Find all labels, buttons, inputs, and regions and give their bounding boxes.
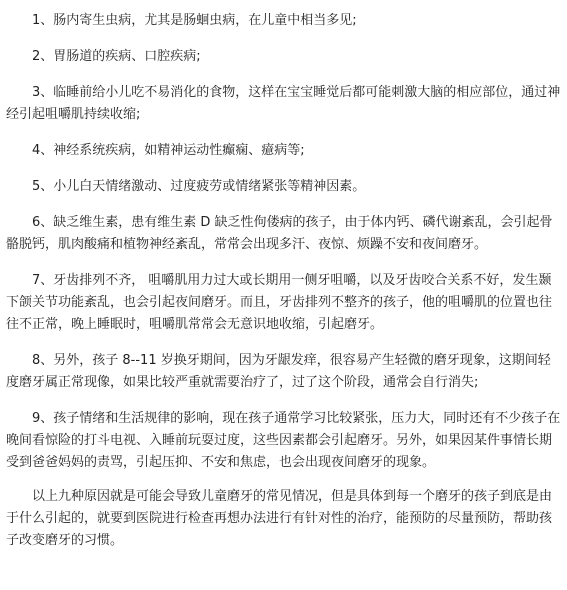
paragraph-cause-3: 3、临睡前给小儿吃不易消化的食物，这样在宝宝睡觉后都可能刺激大脑的相应部位，通过神经引起咀嚼肌持续收缩; bbox=[6, 85, 561, 122]
paragraph-cause-8: 8、另外，孩子 8--11 岁换牙期间，因为牙龈发痒，很容易产生轻微的磨牙现象，这期间轻度磨牙属正常现像，如果比较严重就需要治疗了，过了这个阶段，通常会自行消失; bbox=[6, 353, 551, 390]
paragraph-cause-9: 9、孩子情绪和生活规律的影响，现在孩子通常学习比较紧张，压力大，同时还有不少孩子在晚间看惊险的打斗电视、入睡前玩耍过度，这些因素都会引起磨牙。另外，如果因某件事情长期受到爸爸妈妈的责骂，引起压抑、不安和焦虑，也会出现夜间磨牙的现象。 bbox=[6, 411, 561, 470]
paragraph-gap bbox=[6, 32, 561, 46]
paragraph-cause-2: 2、胃肠道的疾病、口腔疾病; bbox=[32, 49, 201, 64]
paragraph-gap bbox=[6, 336, 561, 350]
paragraph-gap bbox=[6, 198, 561, 212]
paragraph-cause-5: 5、小儿白天情绪激动、过度疲劳或情绪紧张等精神因素。 bbox=[32, 179, 366, 194]
paragraph-gap bbox=[6, 68, 561, 82]
paragraph-conclusion: 以上九种原因就是可能会导致儿童磨牙的常见情况，但是具体到每一个磨牙的孩子到底是由于什么引起的，就要到医院进行检查再想办法进行有针对性的治疗，能预防的尽量预防，帮助孩子改变磨牙的习惯。 bbox=[6, 489, 553, 548]
paragraph-gap bbox=[6, 162, 561, 176]
paragraph-gap bbox=[6, 394, 561, 408]
paragraph-cause-6: 6、缺乏维生素，患有维生素 D 缺乏性佝偻病的孩子，由于体内钙、磷代谢紊乱，会引起骨骼脱钙，肌肉酸痛和植物神经紊乱，常常会出现多汗、夜惊、烦躁不安和夜间磨牙。 bbox=[6, 215, 553, 252]
paragraph-gap bbox=[6, 126, 561, 140]
paragraph-cause-4: 4、神经系统疾病，如精神运动性癫痫、癔病等; bbox=[32, 143, 305, 158]
paragraph-cause-7: 7、牙齿排列不齐， 咀嚼肌用力过大或长期用一侧牙咀嚼，以及牙齿咬合关系不好，发生颞下颌关节功能紊乱，也会引起夜间磨牙。而且，牙齿排列不整齐的孩子，他的咀嚼肌的位置也往往不正常，晚上睡眠时，咀嚼肌常常会无意识地收缩，引起磨牙。 bbox=[6, 273, 553, 332]
paragraph-gap bbox=[6, 474, 561, 486]
paragraph-cause-1: 1、肠内寄生虫病，尤其是肠蛔虫病，在儿童中相当多见; bbox=[32, 13, 357, 28]
paragraph-gap bbox=[6, 256, 561, 270]
